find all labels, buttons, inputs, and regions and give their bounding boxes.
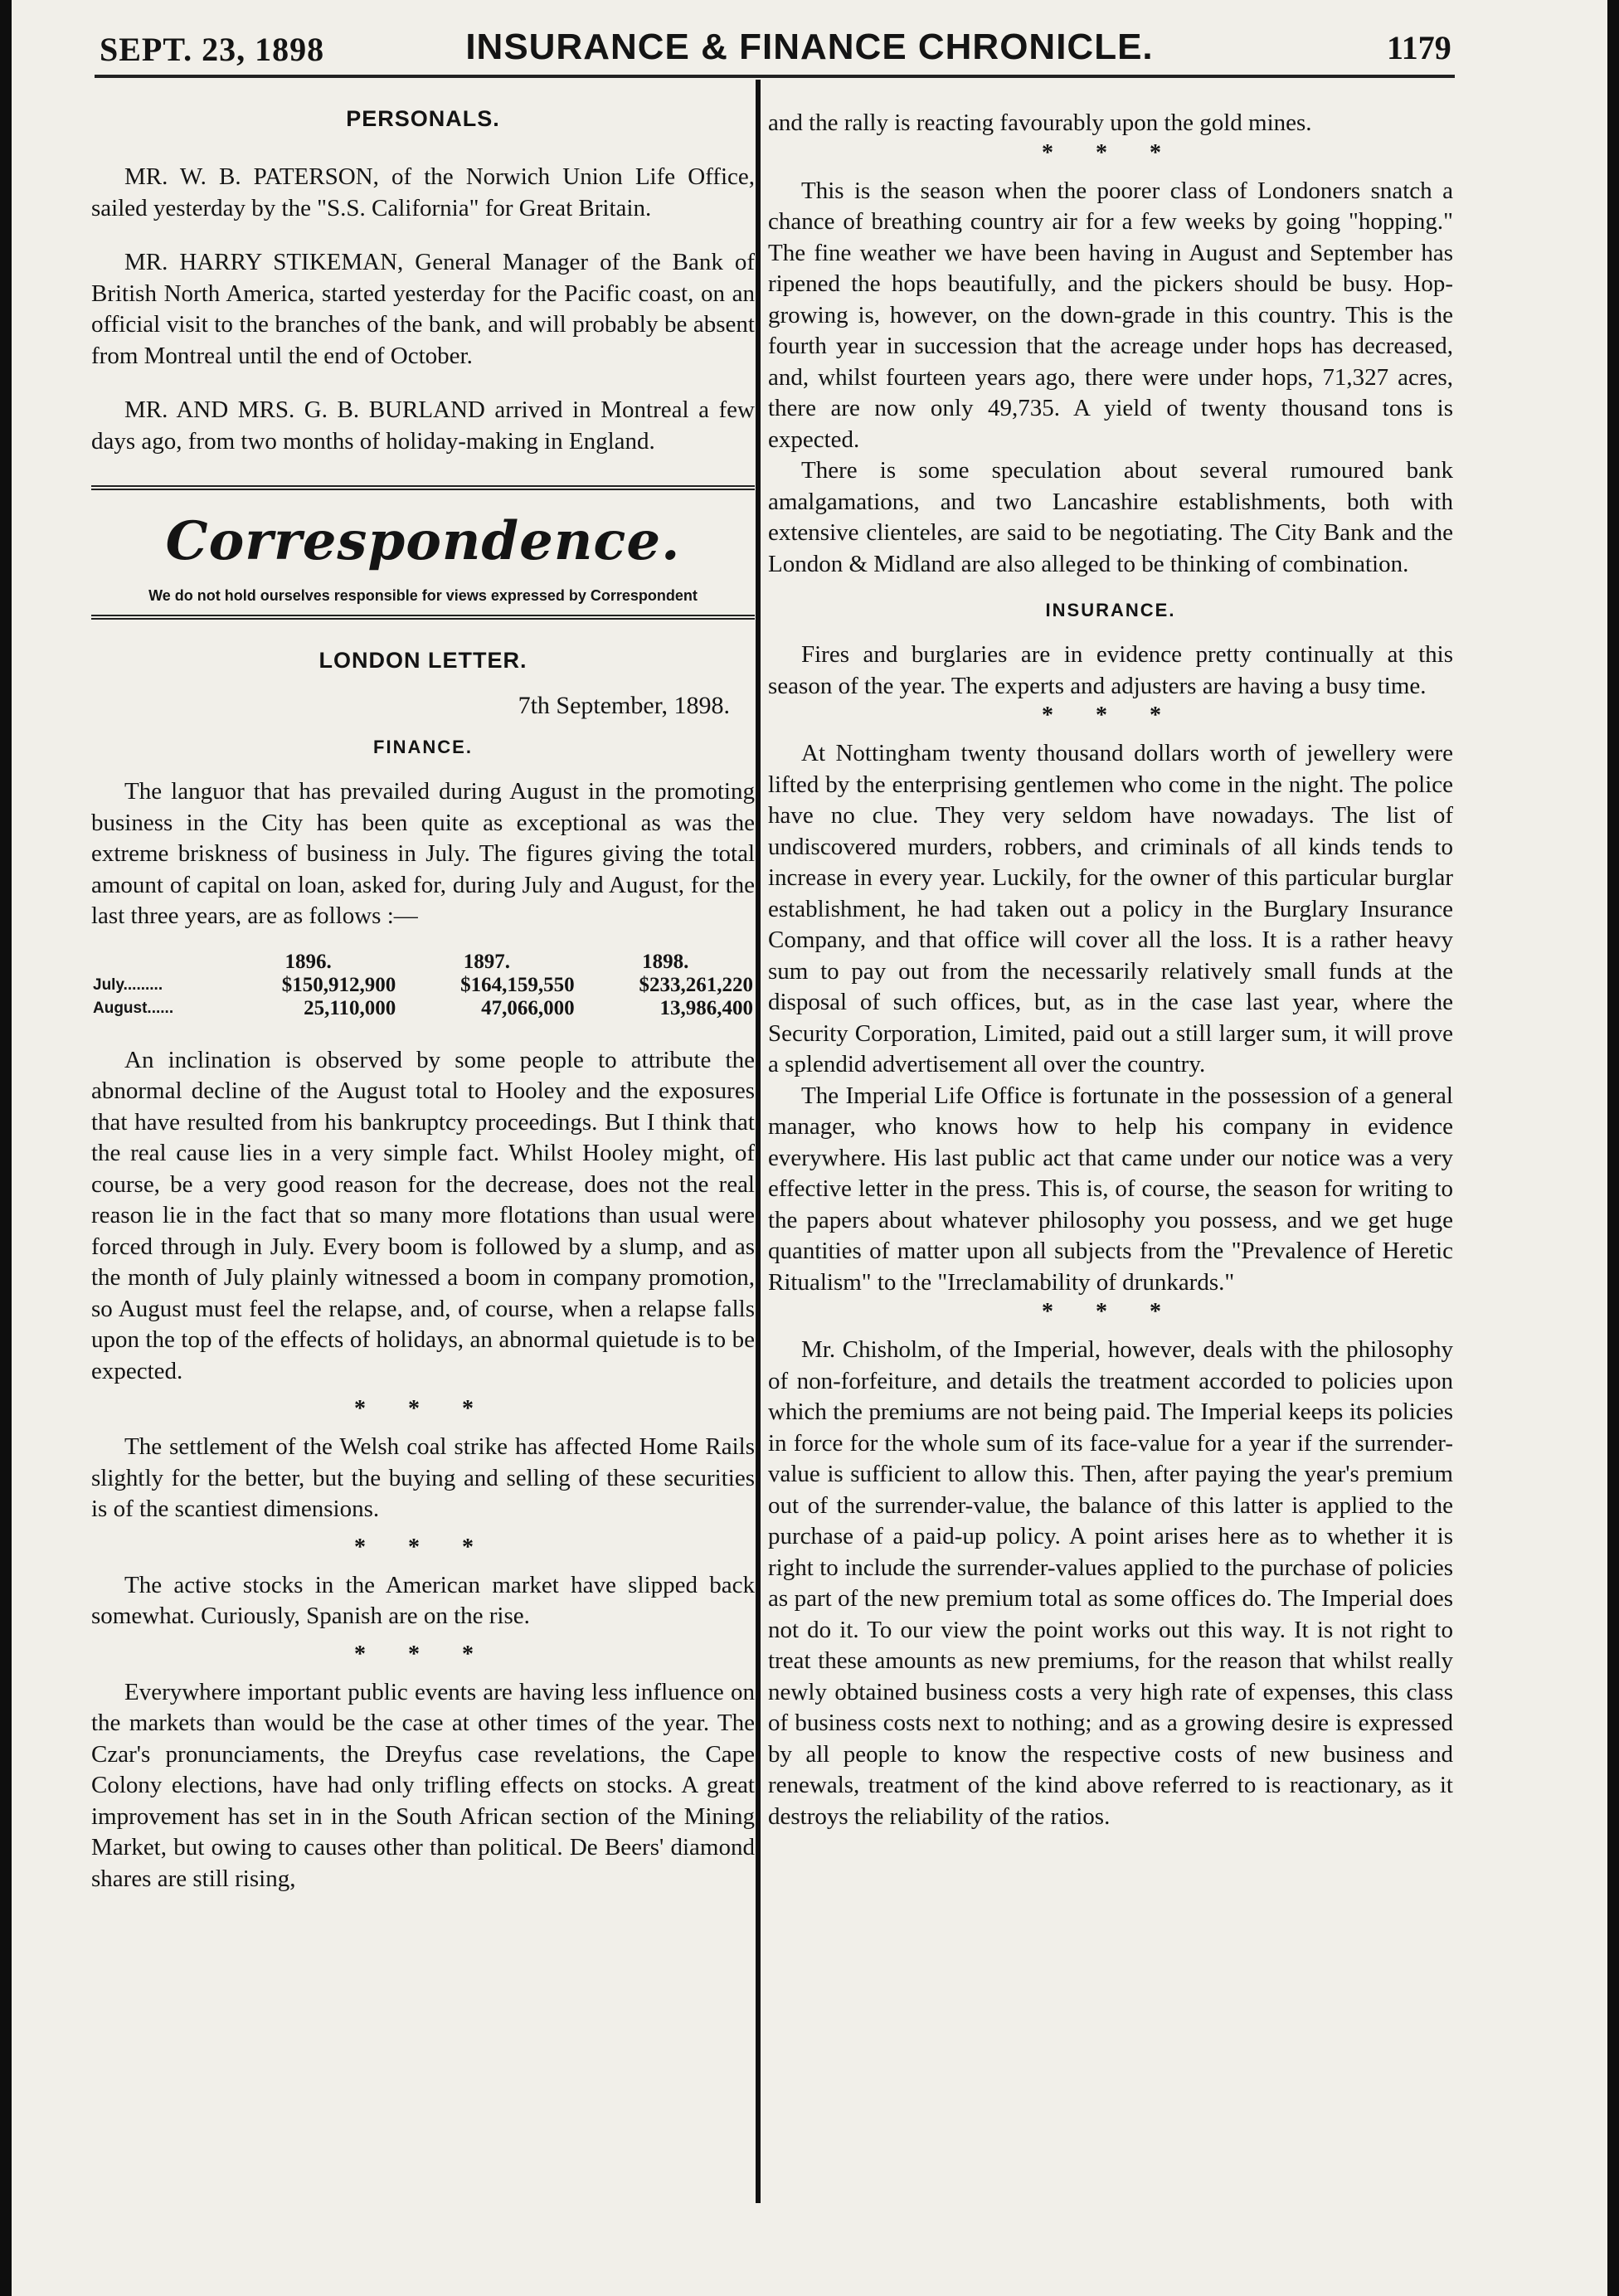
london-letter-heading: LONDON LETTER.	[318, 648, 528, 673]
insurance-paragraph: Fires and burglaries are in evidence pretty continually at this season of the year. The experts and adjusters are having a busy time.	[768, 641, 1453, 699]
finance-paragraph: Everywhere important public events are having less influence on the markets than would be the case at other times of the year. The Czar's pronunciaments, the Dreyfus case revelations, the Cape Colony elections, have had only trifling effects on stocks. A great improvement has set in in the South African section of the Mining Market, but owing to causes other than political. De Beers' diamond shares are still rising,	[91, 1678, 755, 1892]
letter-date: 7th September, 1898.	[518, 692, 730, 719]
year-header: 1898.	[642, 950, 689, 973]
section-stars: * * *	[354, 1534, 492, 1560]
personal-stikeman: MR. HARRY STIKEMAN, General Manager of the Bank of British North America, started yesterday for the Pacific coast, on an official visit to the branches of the bank, and will probably be absent from Montreal until the end of October.	[91, 249, 755, 369]
cell-value: 13,986,400	[659, 996, 753, 1019]
hopping-paragraph: This is the season when the poorer class of Londoners snatch a chance of breathing country air for a few weeks by going "hopping." The fine weather we have been having in August and September has ripened the hops beautifully, and the pickers should be busy. Hop-growing is, however, on the down-grade in this country. This is the fourth year in succession that the acreage under hops has decreased, and, whilst fourteen years ago, there were under hops, 71,327 acres, there are now only 49,735. A yield of twenty thousand tons is expected.	[768, 177, 1453, 453]
finance-paragraph: The active stocks in the American market have slipped back somewhat. Curiously, Spanish are on the rise.	[91, 1571, 755, 1629]
section-stars: * * *	[1042, 703, 1179, 728]
insurance-paragraph: The Imperial Life Office is fortunate in the possession of a general manager, who knows how to help his company in evidence everywhere. His last public act that came under our notice was a very effective letter in the press. This is, of course, the season for writing to the papers about whatever philosophy you possess, and we get huge quantities of matter upon all subjects from the "Prevalence of Heretic Ritualism" to the "Irreclamability of drunkards."	[768, 1082, 1453, 1296]
correspondence-title: Correspondence.	[165, 510, 681, 572]
section-stars: * * *	[1042, 1299, 1179, 1325]
cell-value: $150,912,900	[281, 973, 396, 996]
insurance-paragraph: At Nottingham twenty thousand dollars worth of jewellery were lifted by the enterprising gentlemen who come in the night. The police have no clue. They very seldom have nowadays. The list of undiscovered murders, robbers, and criminals of all kinds tends to increase in every year. Luckily, for the owner of this particular burglar establishment, he had taken out a policy in the Burglary Insurance Company, and that office will cover all the loss. It is a rather heavy sum to pay out from the necessarily relatively small funds at the disposal of such offices, but, as in the case last year, where the Security Corporation, Limited, paid out a still larger sum, it will prove a splendid advertisement all over the country.	[768, 740, 1453, 1077]
insurance-paragraph: Mr. Chisholm, of the Imperial, however, deals with the philosophy of non-forfeiture, and details the treatment accorded to policies upon which the premiums are not being paid. The Imperial keeps its policies in force for the whole sum of its face-value for a year if the surrender-value is sufficient to allow this. Then, after paying the year's premium out of the surrender-value, the balance of this latter is applied to the purchase of a paid-up policy. A point arises here as to whether it is right to include the surrender-values applied to the purchase of policies as part of the new premium total as some offices do. The Imperial does not do it. To our view the point works out this way. It is not right to treat these amounts as new premiums, for the reason that whilst really newly obtained business costs a very high rate of expenses, this class of business costs next to nothing; and as a growing desire is expressed by all people to know the respective costs of new business and renewals, treatment of the kind above referred to is reactionary, as it destroys the reliability of the ratios.	[768, 1336, 1453, 1830]
personal-burland: MR. AND MRS. G. B. BURLAND arrived in Montreal a few days ago, from two months of holiday-making in England.	[91, 396, 755, 455]
finance-heading: FINANCE.	[373, 737, 473, 757]
cell-value: $164,159,550	[460, 973, 575, 996]
publication-title: INSURANCE & FINANCE CHRONICLE.	[465, 27, 1154, 67]
left-column	[91, 83, 755, 1895]
cell-value: 47,066,000	[481, 996, 575, 1019]
section-stars: * * *	[354, 1396, 492, 1422]
finance-paragraph: An inclination is observed by some people to attribute the abnormal decline of the August total to Hooley and the exposures that have resulted from his bankruptcy proceedings. But I think that the real cause lies in a very simple fact. Whilst Hooley might, of course, be a very good reason for the decrease, does not the real reason lie in the fact that so many more flotations than usual were forced through in July. Every boom is followed by a slump, and as the month of July plainly witnessed a boom in company promotion, so August must feel the relapse, and, of course, when a relapse falls upon the top of the effects of holidays, an abnormal quietude is to be expected.	[91, 1046, 755, 1384]
page-number: 1179	[1387, 29, 1451, 66]
right-column	[768, 83, 1453, 1832]
amalgamation-paragraph: There is some speculation about several rumoured bank amalgamations, and two Lancashire establishments, both with extensive clienteles, are said to be negotiating. The City Bank and the London & Midland are also alleged to be thinking of combination.	[768, 457, 1453, 577]
page-header	[12, 15, 1607, 68]
cell-value: $233,261,220	[639, 973, 753, 996]
table-row	[91, 997, 755, 1020]
issue-date: SEPT. 23, 1898	[100, 31, 325, 68]
finance-paragraph: The languor that has prevailed during August in the promoting business in the City has been quite as exceptional as was the extreme briskness of business in July. The figures giving the total amount of capital on loan, asked for, during July and August, for the last three years, are as follows :—	[91, 778, 755, 929]
header-rule	[95, 75, 1455, 78]
row-label: August......	[93, 999, 174, 1017]
section-stars: * * *	[354, 1641, 492, 1667]
finance-paragraph: The settlement of the Welsh coal strike has affected Home Rails slightly for the better, but the buying and selling of these securities is of the scantiest dimensions.	[91, 1433, 755, 1522]
table-row	[91, 974, 755, 997]
capital-loan-table	[91, 951, 755, 1020]
table-header-row	[91, 951, 755, 974]
continued-paragraph: and the rally is reacting favourably upon the gold mines.	[768, 109, 1312, 136]
section-stars: * * *	[1042, 139, 1179, 166]
insurance-heading: INSURANCE.	[1045, 600, 1176, 620]
year-header: 1897.	[463, 950, 511, 973]
newspaper-page	[12, 0, 1607, 2296]
year-header: 1896.	[284, 950, 332, 973]
personals-heading: PERSONALS.	[346, 106, 500, 131]
correspondence-disclaimer: We do not hold ourselves responsible for views expressed by Correspondent	[148, 587, 698, 604]
personal-paterson: MR. W. B. PATERSON, of the Norwich Union Life Office, sailed yesterday by the "S.S. California" for Great Britain.	[91, 163, 755, 221]
row-label: July.........	[93, 975, 163, 994]
column-divider	[756, 80, 761, 2203]
cell-value: 25,110,000	[304, 996, 396, 1019]
